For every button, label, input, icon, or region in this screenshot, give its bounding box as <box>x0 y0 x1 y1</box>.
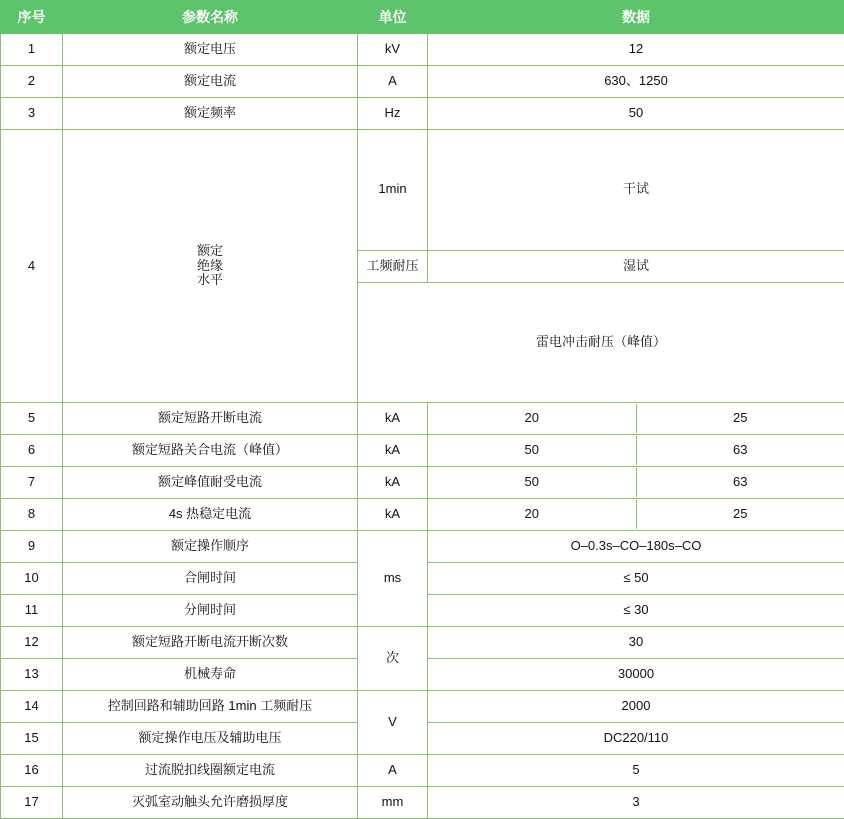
table-header <box>1 1 844 34</box>
row-data: DC220/110 <box>428 723 844 755</box>
table-row <box>1 499 844 531</box>
row-data: 3 <box>428 787 844 819</box>
row-unit: Hz <box>358 98 428 130</box>
table-body <box>1 34 844 819</box>
row-data-left: 50 <box>428 468 636 497</box>
row-unit: ms <box>358 531 428 627</box>
row-data: 5 <box>428 755 844 787</box>
row-data-right: 63 <box>636 436 844 465</box>
row-parameter-name: 额定操作顺序 <box>63 531 358 563</box>
row-index: 5 <box>1 403 63 435</box>
row-index: 7 <box>1 467 63 499</box>
row-data: O–0.3s–CO–180s–CO <box>428 531 844 563</box>
column-header-data: 数据 <box>428 1 844 34</box>
row-unit: kA <box>358 435 428 467</box>
row-parameter-name: 额定短路关合电流（峰值） <box>63 435 358 467</box>
row-parameter-name: 额定短路开断电流开断次数 <box>63 627 358 659</box>
row-index: 17 <box>1 787 63 819</box>
group-label-line: 绝缘 <box>63 259 357 274</box>
row-parameter-name: 合闸时间 <box>63 563 358 595</box>
row-index: 9 <box>1 531 63 563</box>
row-data: 50 <box>428 98 844 130</box>
table-row <box>1 787 844 819</box>
table-row <box>1 627 844 659</box>
row-parameter-name: 控制回路和辅助回路 1min 工频耐压 <box>63 691 358 723</box>
group-label-line: 水平 <box>63 273 357 288</box>
table-row <box>1 531 844 563</box>
row-unit: V <box>358 691 428 755</box>
row-index: 15 <box>1 723 63 755</box>
column-header-parameter-name: 参数名称 <box>63 1 358 34</box>
row-data-right: 63 <box>636 468 844 497</box>
row-index: 1 <box>1 34 63 66</box>
table-row <box>1 66 844 98</box>
row-parameter-name: 额定频率 <box>63 98 358 130</box>
row-subparameter-name: 1min <box>358 130 428 251</box>
row-parameter-name: 分闸时间 <box>63 595 358 627</box>
row-data: 30 <box>428 627 844 659</box>
row-parameter-name: 额定短路开断电流 <box>63 403 358 435</box>
table-row <box>1 98 844 130</box>
table-row <box>1 130 844 251</box>
row-index: 12 <box>1 627 63 659</box>
row-parameter-name: 过流脱扣线圈额定电流 <box>63 755 358 787</box>
table-row <box>1 34 844 66</box>
row-parameter-name: 4s 热稳定电流 <box>63 499 358 531</box>
row-data: 630、1250 <box>428 66 844 98</box>
data-split-table <box>428 468 844 497</box>
table-row <box>1 755 844 787</box>
row-group-label <box>63 130 358 403</box>
row-unit: mm <box>358 787 428 819</box>
row-data-left: 50 <box>428 436 636 465</box>
row-unit: A <box>358 755 428 787</box>
row-index: 13 <box>1 659 63 691</box>
row-index: 11 <box>1 595 63 627</box>
row-parameter-name: 灭弧室动触头允许磨损厚度 <box>63 787 358 819</box>
group-label-line: 额定 <box>63 244 357 259</box>
row-subparameter-condition: 干试 <box>428 130 844 251</box>
row-data: 2000 <box>428 691 844 723</box>
row-index: 2 <box>1 66 63 98</box>
row-unit: 次 <box>358 627 428 691</box>
row-parameter-name: 额定电压 <box>63 34 358 66</box>
row-unit: kA <box>358 403 428 435</box>
row-subparameter-condition: 湿试 <box>428 250 844 282</box>
row-unit: kA <box>358 467 428 499</box>
row-parameter-name: 额定峰值耐受电流 <box>63 467 358 499</box>
row-index: 3 <box>1 98 63 130</box>
column-header-index: 序号 <box>1 1 63 34</box>
row-unit: kV <box>358 34 428 66</box>
row-index: 14 <box>1 691 63 723</box>
row-data-right: 25 <box>636 404 844 433</box>
row-data: 12 <box>428 34 844 66</box>
row-subparameter-name: 工频耐压 <box>358 250 428 282</box>
table-row <box>1 403 844 435</box>
row-unit: A <box>358 66 428 98</box>
row-index: 16 <box>1 755 63 787</box>
row-data: 30000 <box>428 659 844 691</box>
row-index: 10 <box>1 563 63 595</box>
header-row <box>1 1 844 34</box>
table-row <box>1 467 844 499</box>
row-index: 8 <box>1 499 63 531</box>
row-data-left: 20 <box>428 500 636 529</box>
column-header-unit: 单位 <box>358 1 428 34</box>
row-data-left: 20 <box>428 404 636 433</box>
row-data-right: 25 <box>636 500 844 529</box>
row-parameter-name: 额定电流 <box>63 66 358 98</box>
row-index: 4 <box>1 130 63 403</box>
data-split-table <box>428 500 844 529</box>
row-unit: kA <box>358 499 428 531</box>
row-parameter-name: 额定操作电压及辅助电压 <box>63 723 358 755</box>
table-row <box>1 435 844 467</box>
row-index: 6 <box>1 435 63 467</box>
data-split-table <box>428 404 844 433</box>
table-row <box>1 691 844 723</box>
row-data: ≤ 50 <box>428 563 844 595</box>
row-parameter-name: 机械寿命 <box>63 659 358 691</box>
row-data: ≤ 30 <box>428 595 844 627</box>
row-subparameter-name: 雷电冲击耐压（峰值） <box>358 282 844 403</box>
data-split-table <box>428 436 844 465</box>
